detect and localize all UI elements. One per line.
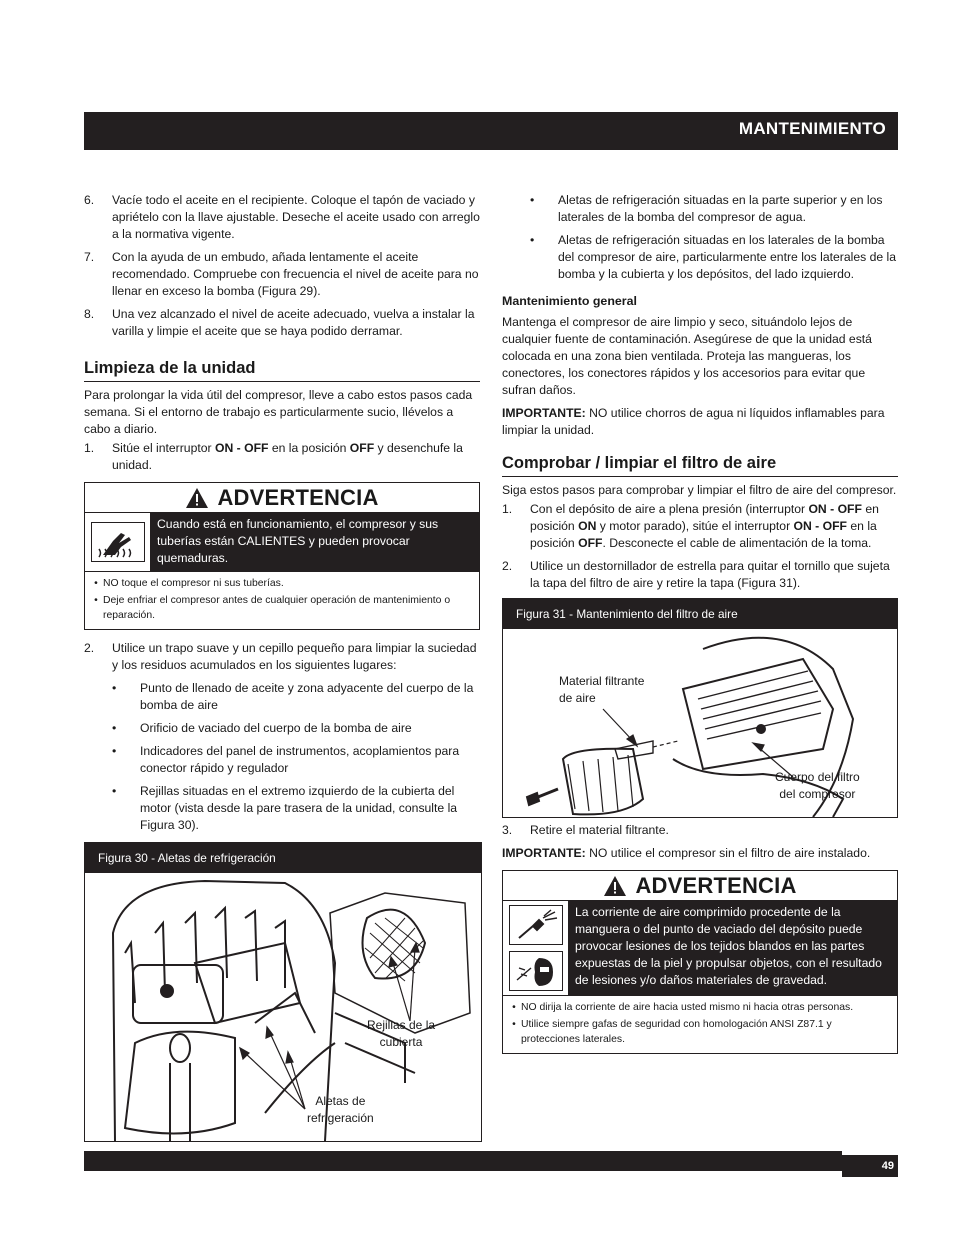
warning-triangle-icon: [185, 487, 209, 509]
important-note-2: IMPORTANTE: NO utilice el compresor sin el filtro de aire instalado.: [502, 846, 871, 860]
warning-box-air: [502, 870, 898, 1054]
section-title-limpieza: Limpieza de la unidad: [84, 358, 480, 382]
cooling-fins-illustration: [85, 873, 480, 1141]
figure-30: [84, 842, 482, 1142]
page-title: MANTENIMIENTO: [738, 119, 886, 138]
figure-30-illustration: [85, 873, 481, 1141]
warning-header: ADVERTENCIA: [503, 871, 897, 901]
list-item: • Aletas de refrigeración situadas en los laterales de la bomba del compresor de aire, particularmente entre los laterales de la bomba y la cubierta y los depósitos, del lado izquierdo.: [530, 233, 897, 281]
general-text: Mantenga el compresor de aire limpio y seco, situándolo lejos de cualquier fuente de contaminación. Asegúrese de que la unidad está colocada en una zona bien ventilada. Proteja las mangueras, los conectores, los conectores rápidos y los accesorios para evitar que sufran daños.: [502, 315, 872, 397]
footer-bar: [84, 1151, 842, 1171]
left-column: [84, 192, 480, 1142]
label-material-filtrante: Material filtrante de aire: [559, 674, 645, 705]
figure-31-illustration: [503, 629, 897, 817]
warning-text: Cuando está en funcionamiento, el compresor y sus tuberías están CALIENTES y pueden provocar quemaduras.: [151, 513, 479, 571]
filter-step-1: 1. Con el depósito de aire a plena presión (interruptor ON - OFF en posición ON y motor parado), sitúe el interruptor ON - OFF en la posición OFF. Desconecte el cable de alimentación de la toma.: [502, 502, 879, 550]
header-bar: [84, 112, 898, 150]
step-1: 1. Sitúe el interruptor ON - OFF en la posición OFF y desenchufe la unidad.: [84, 441, 463, 472]
important-note-1: IMPORTANTE: NO utilice chorros de agua ni líquidos inflamables para limpiar la unidad.: [502, 406, 885, 437]
step-2: 2. Utilice un trapo suave y un cepillo pequeño para limpiar la suciedad y los residuos acumulados en los siguientes lugares:: [84, 641, 477, 672]
subheading-mantenimiento-general: Mantenimiento general: [502, 294, 637, 308]
label-aletas: Aletas de refrigeración: [307, 1094, 374, 1125]
list-item: • Orificio de vaciado del cuerpo de la bomba de aire: [112, 721, 412, 735]
step-7: 7. Con la ayuda de un embudo, añada lentamente el aceite recomendado. Compruebe con frecuencia el nivel de aceite para no llenar en exceso la bomba (Figura 29).: [84, 250, 479, 298]
warning-list: • NO toque el compresor ni sus tuberías. • Deje enfriar el compresor antes de cualquier operación de mantenimiento o reparación.: [94, 578, 451, 621]
air-jet-icon: [509, 905, 563, 945]
figure-caption: Figura 30 - Aletas de refrigeración: [85, 843, 481, 873]
label-rejillas: Rejillas de la cubierta: [367, 1018, 436, 1049]
label-cuerpo-filtro: Cuerpo del filtro del compresor: [775, 770, 860, 801]
list-item: • Aletas de refrigeración situadas en la parte superior y en los laterales de la bomba del compresor de agua.: [530, 193, 883, 224]
filter-step-2: 2. Utilice un destornillador de estrella para quitar el tornillo que sujeta la tapa del filtro de aire y retire la tapa (Figura 31).: [502, 559, 890, 590]
hot-surface-icon: [91, 522, 145, 562]
filter-step-3: 3. Retire el material filtrante.: [502, 823, 669, 837]
step-8: 8. Una vez alcanzado el nivel de aceite adecuado, vuelva a instalar la varilla y limpie el aceite que se haya podido derramar.: [84, 307, 475, 338]
list-item: • Indicadores del panel de instrumentos, acoplamientos para conector rápido y regulador: [112, 744, 460, 775]
section-title-filtro: Comprobar / limpiar el filtro de aire: [502, 453, 898, 477]
list-item: • Rejillas situadas en el extremo izquierdo de la cubierta del motor (vista desde la pare trasera de la unidad, consulte la Figura 30).: [112, 784, 458, 832]
list-item: • Punto de llenado de aceite y zona adyacente del cuerpo de la bomba de aire: [112, 681, 474, 712]
warning-header: ADVERTENCIA: [85, 483, 479, 513]
intro-text: Para prolongar la vida útil del compresor, lleve a cabo estos pasos cada semana. Si el entorno de trabajo es particularmente sucio, llévelos a cabo a diario.: [84, 388, 473, 436]
warning-text: La corriente de aire comprimido procedente de la manguera o del punto de vaciado del depósito puede provocar lesiones de los tejidos blandos en las partes expuestas de la piel y propulsar objetos, con el resultado de lesiones y/o daños materiales de gravedad.: [569, 901, 897, 995]
warning-box-hot: [84, 482, 480, 630]
right-column: [502, 192, 898, 1064]
filter-intro: Siga estos pasos para comprobar y limpiar el filtro de aire del compresor.: [502, 483, 897, 497]
figure-caption: Figura 31 - Mantenimiento del filtro de aire: [503, 599, 897, 629]
page-number: 49: [842, 1155, 898, 1177]
warning-triangle-icon: [603, 875, 627, 897]
eye-protection-icon: [509, 951, 563, 991]
step-6: 6. Vacíe todo el aceite en el recipiente. Coloque el tapón de vaciado y apriételo con la llave ajustable. Deseche el aceite usado con arreglo a la normativa vigente.: [84, 193, 480, 241]
figure-31: [502, 598, 898, 818]
warning-list: • NO dirija la corriente de aire hacia usted mismo ni hacia otras personas. • Utilice siempre gafas de seguridad con homologación ANSI Z87.1 y protecciones laterales.: [512, 1002, 854, 1045]
